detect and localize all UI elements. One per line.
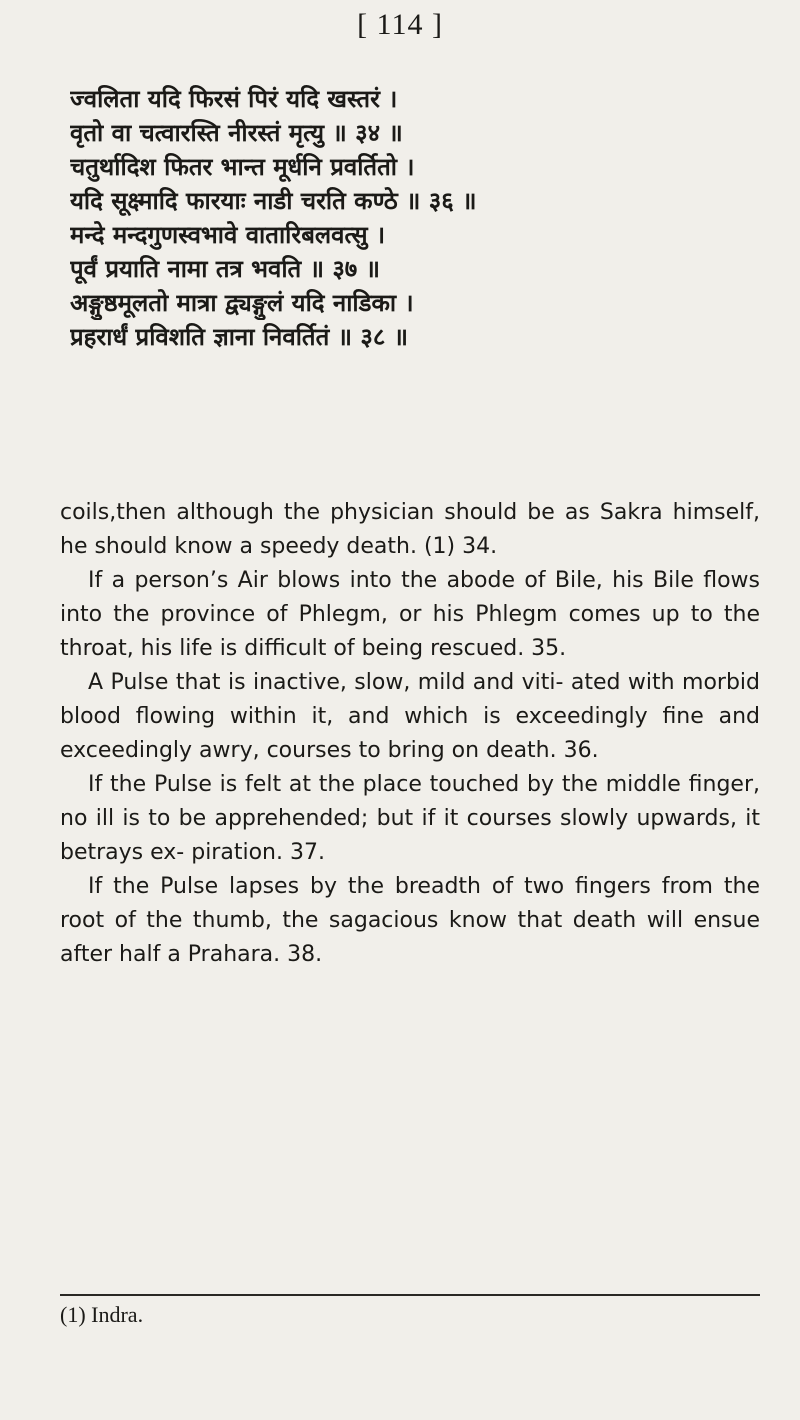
paragraph: A Pulse that is inactive, slow, mild and viti- ated with morbid blood flowing within it, and which is exceedingly fine and exceedingly awry, courses to bring on death. 36. [60, 670, 760, 763]
paragraph: If the Pulse is felt at the place touched by the middle finger, no ill is to be apprehended; but if it courses slowly upwards, it betrays ex- piration. 37. [60, 772, 760, 865]
sanskrit-line: वृतो वा चत्वारस्ति नीरस्तं मृत्यु ॥ ३४ ॥ [70, 119, 403, 147]
footnote: (1) Indra. [60, 1302, 144, 1327]
sanskrit-line: पूर्वं प्रयाति नामा तत्र भवति ॥ ३७ ॥ [70, 255, 381, 283]
sanskrit-line: ज्वलिता यदि फिरसं पिरं यदि खस्तरं । [70, 85, 398, 113]
paragraph: coils,then although the physician should be as Sakra himself, he should know a speedy death. (1) 34. [60, 500, 760, 559]
paragraph: If a person’s Air blows into the abode of Bile, his Bile flows into the province of Phlegm, or his Phlegm comes up to the throat, his life is difficult of being rescued. 35. [60, 568, 760, 661]
sanskrit-line: मन्दे मन्दगुणस्वभावे वातारिबलवत्सु । [70, 221, 386, 249]
sanskrit-line: प्रहरार्धं प्रविशति ज्ञाना निवर्तितं ॥ ३८ ॥ [70, 323, 409, 351]
footnote-divider [60, 1294, 760, 1296]
sanskrit-line: यदि सूक्ष्मादि फारयाः नाडी चरति कण्ठे ॥ ३६ ॥ [70, 187, 477, 215]
sanskrit-line: अङ्गुष्ठमूलतो मात्रा द्व्यङ्गुलं यदि नाडिका । [70, 289, 414, 317]
page-number: [ 114 ] [357, 8, 443, 41]
paragraph: If the Pulse lapses by the breadth of two fingers from the root of the thumb, the sagacious know that death will ensue after half a Prahara. 38. [60, 874, 760, 967]
translation-text [60, 496, 760, 972]
sanskrit-verses [70, 82, 750, 354]
sanskrit-line: चतुर्थादिश फितर भान्त मूर्धनि प्रवर्तितो । [70, 153, 415, 181]
